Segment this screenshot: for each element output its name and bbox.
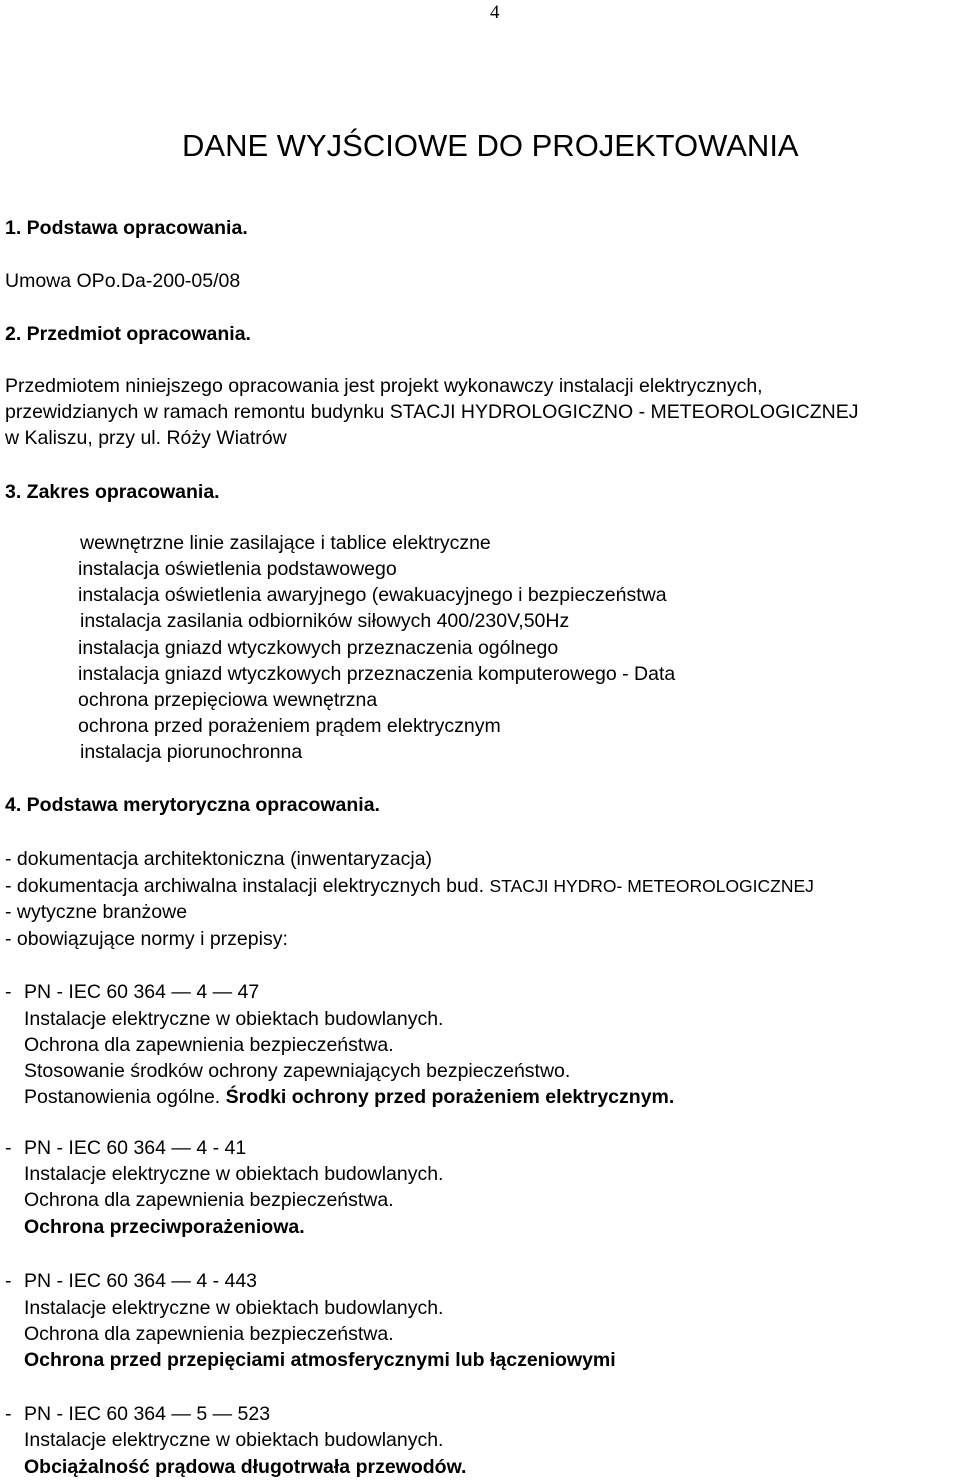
standard-line: Instalacje elektryczne w obiektach budowlanych. <box>24 1008 444 1030</box>
scope-item: instalacja gniazd wtyczkowych przeznaczenia ogólnego <box>78 637 559 659</box>
standard-line: Stosowanie środków ochrony zapewniających bezpieczeństwo. <box>24 1060 571 1082</box>
section-1-text: Umowa OPo.Da-200-05/08 <box>5 270 241 292</box>
standard-line: Instalacje elektryczne w obiektach budowlanych. <box>24 1163 444 1185</box>
scope-item: instalacja oświetlenia awaryjnego (ewakuacyjnego i bezpieczeństwa <box>78 584 667 606</box>
section-2-line: przewidzianych w ramach remontu budynku STACJI HYDROLOGICZNO - METEOROLOGICZNEJ <box>5 401 859 423</box>
scope-item: instalacja zasilania odbiorników siłowych 400/230V,50Hz <box>80 610 570 632</box>
section-4-heading: 4. Podstawa merytoryczna opracowania. <box>5 794 380 816</box>
standard-line-bold: Ochrona przed przepięciami atmosferycznymi lub łączeniowymi <box>24 1349 616 1371</box>
scope-item: ochrona przepięciowa wewnętrzna <box>78 689 378 711</box>
scope-item: instalacja oświetlenia podstawowego <box>78 558 397 580</box>
standard-line <box>24 1086 674 1108</box>
scope-item: ochrona przed porażeniem prądem elektrycznym <box>78 715 501 737</box>
scope-item: wewnętrzne linie zasilające i tablice elektryczne <box>80 532 491 554</box>
section-2-line: w Kaliszu, przy ul. Róży Wiatrów <box>5 427 287 449</box>
section-3-heading: 3. Zakres opracowania. <box>5 481 220 503</box>
standard-dash: - <box>5 981 12 1003</box>
standard-code: PN - IEC 60 364 — 5 — 523 <box>24 1403 271 1425</box>
standard-line-bold: Ochrona przeciwporażeniowa. <box>24 1216 305 1238</box>
basis-item: - wytyczne branżowe <box>5 901 188 923</box>
page-number: 4 <box>490 2 500 23</box>
standard-code: PN - IEC 60 364 — 4 - 443 <box>24 1270 258 1292</box>
standard-line: Instalacje elektryczne w obiektach budowlanych. <box>24 1297 444 1319</box>
standard-line-regular: Postanowienia ogólne. <box>24 1086 226 1108</box>
section-1-heading: 1. Podstawa opracowania. <box>5 217 248 239</box>
section-2-heading: 2. Przedmiot opracowania. <box>5 323 251 345</box>
standard-dash: - <box>5 1270 12 1292</box>
standard-dash: - <box>5 1403 12 1425</box>
standard-dash: - <box>5 1137 12 1159</box>
scope-item: instalacja gniazd wtyczkowych przeznaczenia komputerowego - Data <box>78 663 676 685</box>
basis-item <box>5 875 814 897</box>
basis-item: - obowiązujące normy i przepisy: <box>5 928 288 950</box>
standard-line: Ochrona dla zapewnienia bezpieczeństwa. <box>24 1189 394 1211</box>
standard-code: PN - IEC 60 364 — 4 — 47 <box>24 981 260 1003</box>
section-2-line: Przedmiotem niniejszego opracowania jest projekt wykonawczy instalacji elektrycznych, <box>5 375 763 397</box>
document-title: DANE WYJŚCIOWE DO PROJEKTOWANIA <box>182 128 799 163</box>
basis-item-text: - dokumentacja archiwalna instalacji elektrycznych bud. <box>5 875 485 897</box>
basis-item-suffix: STACJI HYDRO- METEOROLOGICZNEJ <box>489 876 814 896</box>
standard-line-bold: Obciążalność prądowa długotrwała przewodów. <box>24 1456 467 1478</box>
standard-line: Ochrona dla zapewnienia bezpieczeństwa. <box>24 1323 394 1345</box>
basis-item: - dokumentacja architektoniczna (inwentaryzacja) <box>5 848 433 870</box>
standard-line: Ochrona dla zapewnienia bezpieczeństwa. <box>24 1034 394 1056</box>
standard-code: PN - IEC 60 364 — 4 - 41 <box>24 1137 247 1159</box>
scope-item: instalacja piorunochronna <box>80 741 303 763</box>
standard-line: Instalacje elektryczne w obiektach budowlanych. <box>24 1429 444 1451</box>
standard-line-bold: Środki ochrony przed porażeniem elektrycznym. <box>225 1086 675 1108</box>
